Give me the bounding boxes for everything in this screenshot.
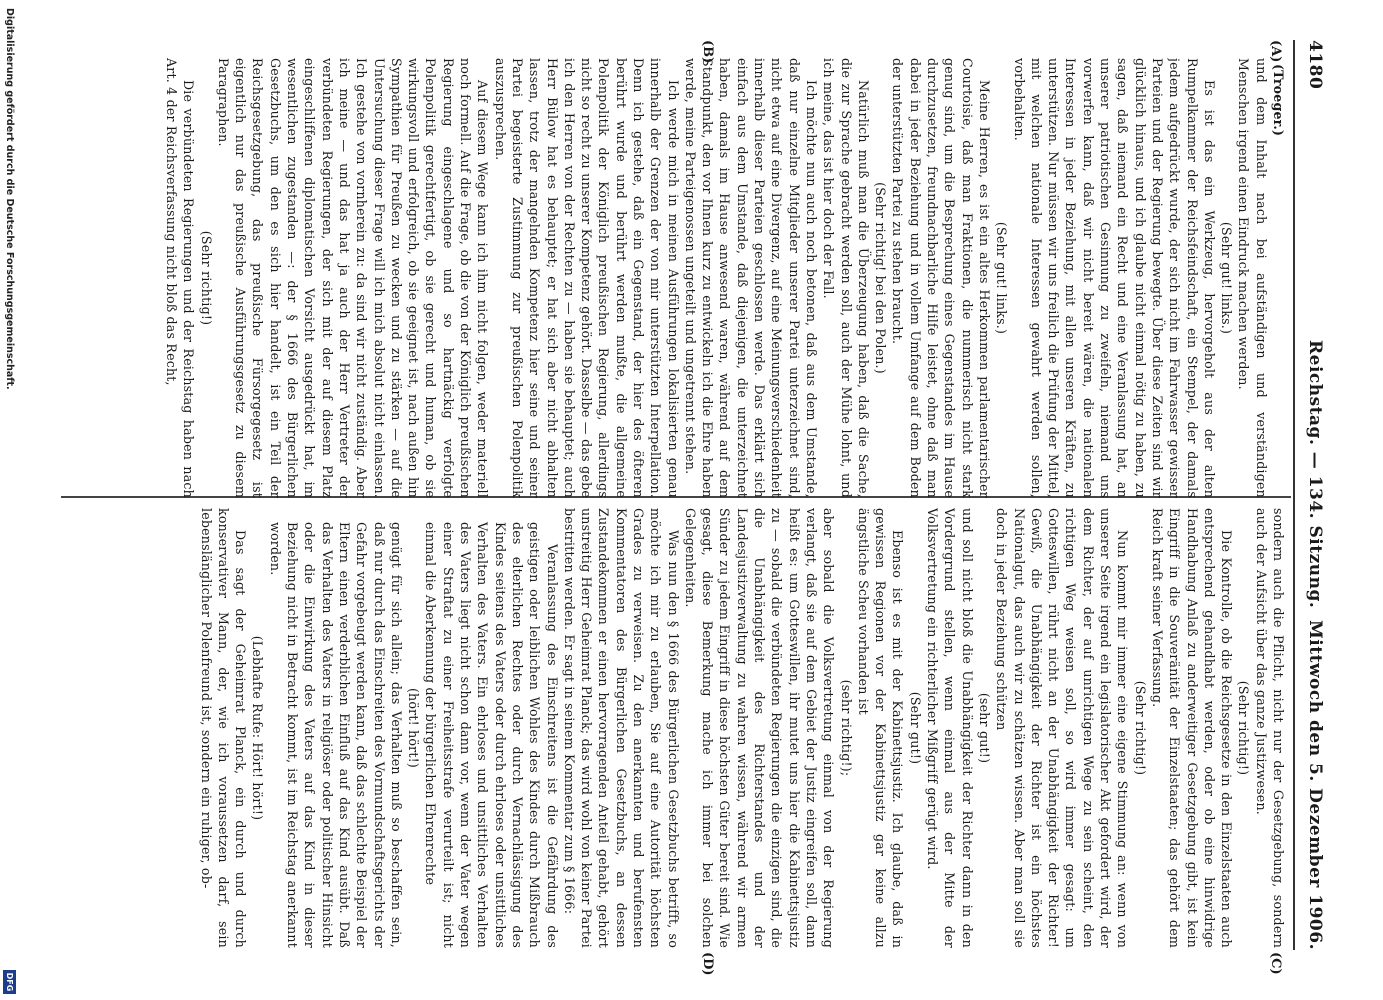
interjection: (hört! hört!) [406, 687, 422, 769]
paragraph: Nun kommt mir immer eine eigene Stimmung an: wenn von unserer Seite irgend ein legislatorischer Akt gefordert wird, der dem Richter, der auf unrichtigen Wege zu sein scheint, den richtigen Weg weisen soll, so wird immer gesagt: um Gotteswillen, rührt nicht an der Unabhängigkeit der Richter! Gewiß, die Unabhängigkeit der Richter ist ein höchstes Nationalgut, das auch wir zu schätzen wissen. Aber man soll sie doch in jeder Beziehung schützen [994, 508, 1131, 948]
paragraph: Was nun den § 1666 des Bürgerlichen Gesetzbuchs betrifft, so möchte ich mir zu erlauben, Sie auf eine Autorität höchsten Grades zu verweisen. Zu den anerkannten und berufensten Kommentatoren des Bürgerlichen Gesetzbuchs, an dessen Zustandekommen er einen hervorragenden Anteil gehabt, gehört unstreitig Herr Geheimrat Planck; das wird wohl von keiner Partei bestritten werden. Er sagt in seinem Kommentar zum § 1666: [561, 508, 681, 948]
paragraph: Auf diesem Wege kann ich ihm nicht folgen, weder materiell noch formell. Auf die Frage, ob die von der Königlich preußischen Regierung eingeschlagene und so hartnäckig verfolgte Polenpolitik gerechtfertigt, ob sie gerecht und human, ob sie wirkungsvoll und erfolgreich, ob sie geeignet ist, nach außen hin Sympathien für Preußen zu wecken und zu stärken — auf die Untersuchung dieser Frage will ich mich absolut nicht einlassen. Ich gestehe von vornherein zu: da sind wir nicht zuständig. Aber ich meine — und das hat ja auch der Herr Vertreter der verbündeten Regierungen, der sich mit der auf diesem Platz eingeschliffenen diplomatischen Vorsicht ausgedrückt hat, im wesentlichen zugestanden —: der § 1666 des Bürgerlichen Gesetzbuchs, um den es sich hier handelt, ist ein Teil der Reichsgesetzgebung, das preußische Fürsorgegesetz ist eigentlich nur das preußische Ausführungsgesetz zu diesem Paragraphen. [215, 58, 491, 498]
paragraph: sondern auch die Pflicht, nicht nur der Gesetzgebung, sondern auch der Aufsicht über das ganze Justizwesen. [1253, 508, 1286, 948]
header-title: Reichstag. — 134. Sitzung. [1305, 340, 1325, 609]
paragraph: Meine Herren, es ist ein altes Herkommen parlamentarischer Courtoisie, daß man Fraktionen, die nummerisch nicht stark genug sind, um die Besprechung eines Gegenstandes im Hause durchzusetzen, freundnachbarliche Hilfe leistet, ohne daß man dabei in jeder Beziehung und in vollem Umfange auf dem Boden der unterstützten Partei zu stehen braucht. [890, 58, 992, 498]
page-number: 4180 [1305, 40, 1325, 90]
margin-mark-d: (D) [700, 952, 715, 976]
paragraph: Ebenso ist es mit der Kabinettsjustiz. Ich glaube, daß in gewissen Regionen vor der Kabinettsjustiz gar keine allzu ängstliche Scheu vorhanden ist [855, 508, 906, 948]
interjection: (Sehr gut! links.) [1219, 221, 1235, 335]
margin-mark-b: (B) [700, 40, 715, 64]
paragraph: und dem Inhalt nach bei aufständigen und verständigen Menschen irgend einen Eindruck machen werden. [1236, 58, 1269, 498]
interjection: (Sehr gut! links.) [994, 221, 1010, 335]
interjection: (Sehr richtig!) [1236, 680, 1252, 776]
paragraph: und soll nicht bloß die Unabhängigkeit der Richter dann in den Vordergrund stellen, wenn einmal aus der Mitte der Volksvertretung ein richterlicher Mißgriff gerügt wird. [925, 508, 975, 948]
interjection: (Sehr richtig!) [198, 230, 214, 326]
interjection: (Sehr richtig! bei den Polen.) [873, 182, 889, 374]
interjection: (Sehr richtig!) [1132, 680, 1148, 776]
paragraph: Das sagt der Geheimrat Planck, ein durch und durch konservativer Mann, der, wie ich voraussetzen darf, sein lebenslänglicher Polenfreund ist, sondern ein ruhiger, ob- [198, 508, 249, 948]
page-footer [0, 0, 20, 1000]
left-column [67, 58, 1287, 498]
margin-mark-a: (A) [1268, 40, 1283, 63]
paragraph: Ich werde mich in meinen Ausführungen lokalisierten genau innerhalb der Grenzen der von mir unterstützten Interpellation. Denn ich gestehe, daß ein Gegenstand, der hier des öfteren berührt wurde und berührt werden mußte, die allgemeine Polenpolitik der Königlich preußischen Regierung, allerdings nicht so recht zu unserer Kompetenz gehört. Dasselbe — das gebe ich den Herren von der Rechten zu — haben sie behauptet; auch Herr Bülow hat es behauptet; er hat sich aber nicht abhalten lassen, trotz der mangelnden Kompetenz hier seine und seiner Partei begeisterte Zustimmung zur preußischen Polenpolitik auszusprechen. [492, 58, 681, 498]
page-header [1299, 40, 1325, 950]
paragraph: aber sobald die Volksvertretung einmal von der Regierung verlangt, daß sie auf dem Gebiet der Justiz eingreifen soll, dann heißt es: um Gotteswillen, ihr mutet uns hier die Kabinettsjustiz zu — sobald die verbündeten Regierungen die einzigen sind, die die Unabhängigkeit des Richterstandes und der Landesjustizverwaltung zu wahren wissen, während wir armen Sünder zu jedem Eingriff in diese höchsten Güter bereit sind. Wie gesagt, diese Bemerkung mache ich immer bei solchen Gelegenheiten. [682, 508, 837, 948]
paragraph: Es ist das ein Werkzeug, hervorgeholt aus der alten Rumpelkammer der Reichsfeindschaft, ein Stempel, der damals jedem aufgedrückt wurde, der sich nicht im Fahrwasser gewisser Parteien und der Regierung bewegte. Über diese Zeiten sind wir glücklich hinaus, und ich glaube nicht einmal nötig zu haben, zu sagen, daß niemand ein Recht und eine Veranlassung hat, an unserer patriotischen Gesinnung zu zweifeln, niemand uns vorwerfen kann, daß wir nicht bereit wären, die nationalen Interessen in jeder Beziehung, mit allen unseren Kräften, zu unterstützen. Nur müssen wir uns freilich die Prüfung der Mittel, mit welchen nationale Interessen gewahrt werden sollen, vorbehalten. [1011, 58, 1217, 498]
paragraph: Die Kontrolle, ob die Reichsgesetze in den Einzelstaaten auch entsprechend gehandhabt werden, oder ob eine hinwidrige Handhabung Anlaß zu anderweitiger Gesetzgebung gibt, ist kein Eingriff in die Souveränität der Einzelstaaten; das gehört dem Reich kraft seiner Verfassung. [1149, 508, 1235, 948]
digitization-note: Digitalisierung gefördert durch die Deutsche Forschungsgemeinschaft. [4, 8, 15, 390]
interjection: (Sehr gut!) [907, 691, 923, 765]
paragraph: Ich möchte nun auch noch betonen, daß aus dem Umstande, daß nur einzelne Mitglieder unserer Partei unterzeichnet sind, nicht etwa auf eine Divergenz, auf eine Meinungsverschiedenheit innerhalb dieser Parteien geschlossen werde. Das erklärt sich einfach aus dem Umstande, daß diejenigen, die unterzeichnet haben, damals im Hause anwesend waren, während auf dem Standpunkt, den vor Ihnen kurz zu entwickeln ich die Ehre haben werde, meine Parteigenossen ungeteilt und ungetrennt stehen. [682, 58, 819, 498]
interjection: (sehr richtig!); [838, 679, 854, 777]
header-rule [1293, 40, 1295, 950]
margin-mark-c: (C) [1268, 952, 1283, 975]
speaker-label: (Troeger.) [1271, 64, 1286, 137]
right-column [67, 508, 1287, 948]
interjection: (Lebhafte Rufe: Hört! hört!) [250, 635, 266, 821]
quotation: Veranlassung des Einschreitens ist die Gefährdung des geistigen oder leiblichen Wohles des Kindes durch Mißbrauch des elterlichen Rechtes oder durch Vernachlässigung des Kindes seitens des Vaters oder durch ehrloses oder unsittliches Verhalten des Vaters. Ein ehrloses und unsittliches Verhalten des Vaters liegt nicht schon dann vor, wenn der Vater wegen einer Straftat zu einer Freiheitsstrafe verurteilt ist; nicht einmal die Aberkennung der bürgerlichen Ehrenrechte [423, 522, 560, 948]
quotation: genügt für sich allein; das Verhalten muß so beschaffen sein, daß nur durch das Einschreiten des Vormundschaftsgerichts der Gefahr vorgebeugt werden kann, daß das schlechte Beispiel der Eltern einen verderblichen Einfluß auf das Kind ausübt. Daß das Verhalten des Vaters in religiöser oder politischer Hinsicht oder die Einwirkung des Vaters auf das Kind in dieser Beziehung nicht in Betracht kommt, ist im Reichstag anerkannt worden. [267, 522, 404, 948]
paragraph: Die verbündeten Regierungen und der Reichstag haben nach Art. 4 der Reichsverfassung nicht bloß das Recht, [164, 58, 197, 498]
dfg-logo: DFG [3, 970, 16, 994]
paragraph: Natürlich muß man die Überzeugung haben, daß die Sache, die zur Sprache gebracht werden soll, auch der Mühe lohnt, und ich meine, das ist hier doch der Fall. [821, 58, 871, 498]
interjection: (sehr gut!) [976, 692, 992, 764]
header-date: Mittwoch den 5. Dezember 1906. [1305, 619, 1325, 950]
